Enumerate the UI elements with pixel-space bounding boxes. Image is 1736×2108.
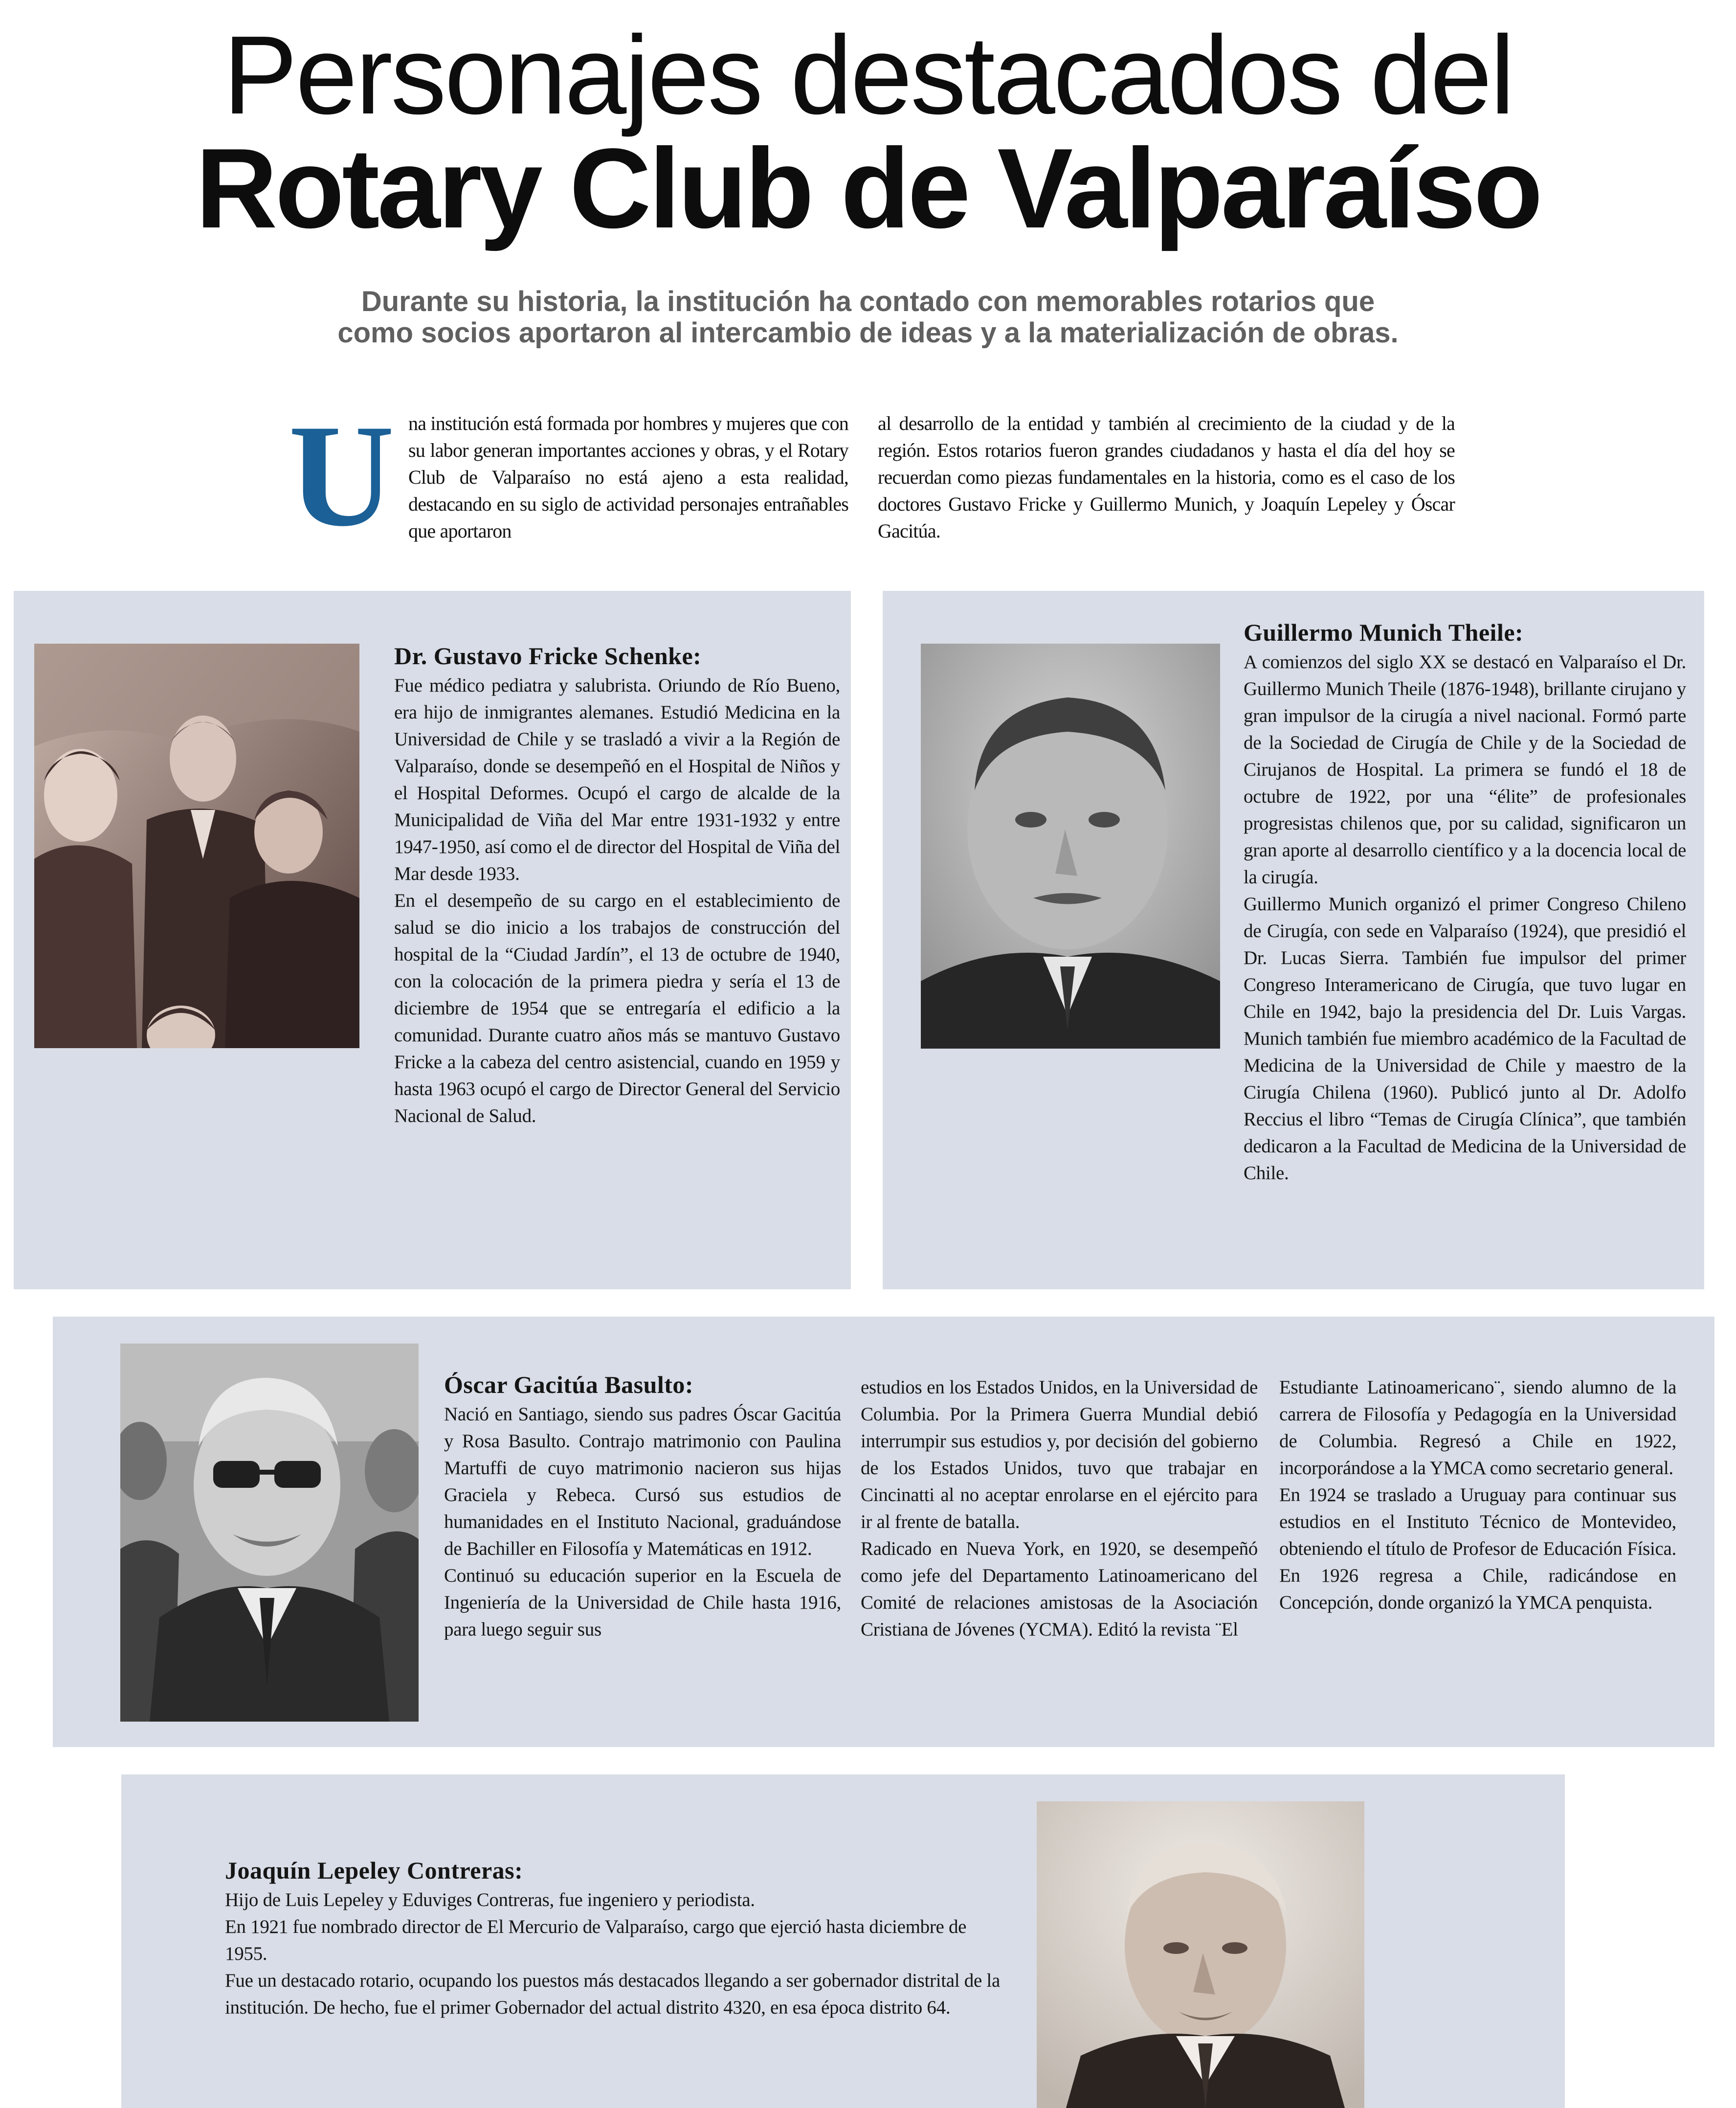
name-gacitua: Óscar Gacitúa Basulto:: [444, 1371, 694, 1398]
bio-gacitua-col3: [1279, 1374, 1676, 1616]
page-title-line-2: Rotary Club de Valparaíso: [195, 125, 1541, 252]
bio-lepeley-p1: Hijo de Luis Lepeley y Eduviges Contreras, fue ingeniero y periodista.: [225, 1889, 755, 1910]
subtitle: [274, 286, 1462, 349]
bio-munich-p2: Guillermo Munich organizó el primer Congreso Chileno de Cirugía, con sede en Valparaíso (1924), que presidió el Dr. Lucas Sierra. También fue impulsor del primer Congreso Interamericano de Cirugía, que tuvo lugar en Chile en 1942, bajo la presidencia del Dr. Luis Vargas. Munich también fue miembro académico de la Facultad de Medicina de la Universidad de Chile y maestro de la Cirugía Chilena (1960). Publicó junto al Dr. Adolfo Reccius el libro “Temas de Cirugía Clínica”, que también dedicaron a la Facultad de Medicina de la Universidad de Chile.: [1244, 894, 1686, 1184]
photo-gacitua: [120, 1344, 419, 1722]
bio-gacitua-col1-p1: Nació en Santiago, siendo sus padres Óscar Gacitúa y Rosa Basulto. Contrajo matrimonio con Paulina Martuffi de cuyo matrimonio nacieron sus hijas Graciela y Rebeca. Cursó sus estudios de humanidades en el Instituto Nacional, graduándose de Bachiller en Filosofía y Matemáticas en 1912.: [444, 1404, 841, 1559]
bio-gacitua-col1-p2: Continuó su educación superior en la Escuela de Ingeniería de la Universidad de Chile hasta 1916, para luego seguir sus: [444, 1565, 841, 1640]
bio-gacitua-col3-p2: En 1924 se traslado a Uruguay para continuar sus estudios en el Instituto Técnico de Montevideo, obteniendo el título de Profesor de Educación Física. En 1926 regresa a Chile, radicándose en Concepción, donde organizó la YMCA penquista.: [1279, 1484, 1676, 1613]
bio-gacitua-col1: [444, 1370, 841, 1643]
bio-fricke: [394, 642, 840, 1129]
profile-panel-munich: [883, 591, 1704, 1289]
intro-left-column: na institución está formada por hombres y mujeres que con su labor generan importantes acciones y obras, y el Rotary Club de Valparaíso no está ajeno a esta realidad, destacando en su siglo de actividad personajes entrañables que aportaron: [408, 412, 848, 542]
bio-lepeley-p2: En 1921 fue nombrado director de El Mercurio de Valparaíso, cargo que ejerció hasta diciembre de 1955.: [225, 1916, 967, 1964]
profile-panel-fricke: [14, 591, 851, 1289]
bio-munich: [1244, 618, 1686, 1187]
bio-gacitua-col2-p2: Radicado en Nueva York, en 1920, se desempeñó como jefe del Departamento Latinoamericano del Comité de relaciones amistosas de la Asociación Cristiana de Jóvenes (YCMA). Editó la revista ¨El: [861, 1538, 1258, 1640]
photo-fricke-family: [34, 644, 359, 1048]
bio-gacitua-col3-p1: Estudiante Latinoamericano¨, siendo alumno de la carrera de Filosofía y Pedagogía en la Universidad de Columbia. Regresó a Chile en 1922, incorporándose a la YMCA como secretario general.: [1279, 1377, 1676, 1479]
page-title-line-1: Personajes destacados del: [223, 13, 1513, 137]
subtitle-line-1: Durante su historia, la institución ha contado con memorables rotarios que: [361, 286, 1375, 317]
intro-right-column: al desarrollo de la entidad y también al crecimiento de la ciudad y de la región. Estos rotarios fueron grandes ciudadanos y hasta el día del hoy se recuerdan como piezas fundamentales en la historia, como es el caso de los doctores Gustavo Fricke y Guillermo Munich, y Joaquín Lepeley y Óscar Gacitúa.: [878, 412, 1455, 542]
drop-cap: U: [289, 394, 395, 557]
name-lepeley: Joaquín Lepeley Contreras:: [225, 1857, 523, 1884]
photo-munich: [921, 644, 1220, 1049]
name-munich: Guillermo Munich Theile:: [1244, 619, 1524, 646]
bio-gacitua-col2: [861, 1374, 1258, 1643]
bio-lepeley-p3: Fue un destacado rotario, ocupando los puestos más destacados llegando a ser gobernador distrital de la institución. De hecho, fue el primer Gobernador del actual distrito 4320, en esa época distrito 64.: [225, 1970, 1000, 2018]
bio-fricke-p1: Fue médico pediatra y salubrista. Oriundo de Río Bueno, era hijo de inmigrantes alemanes. Estudió Medicina en la Universidad de Chile y se trasladó a vivir a la Región de Valparaíso, donde se desempeñó en el Hospital de Niños y el Hospital Deformes. Ocupó el cargo de alcalde de la Municipalidad de Viña del Mar entre 1931-1932 y entre 1947-1950, así como el de director del Hospital de Viña del Mar desde 1933.: [394, 675, 840, 884]
profile-panel-lepeley: [121, 1774, 1565, 2108]
profile-panel-gacitua: [53, 1317, 1714, 1747]
bio-lepeley: [225, 1856, 1002, 2021]
bio-munich-p1: A comienzos del siglo XX se destacó en Valparaíso el Dr. Guillermo Munich Theile (1876-1948), brillante cirujano y gran impulsor de la cirugía a nivel nacional. Formó parte de la Sociedad de Cirugía de Chile y de la Sociedad de Cirujanos de Hospital. La primera se fundó el 18 de octubre de 1922, por una “élite” de profesionales progresistas chilenos que, por su calidad, significaron un gran aporte al desarrollo científico y a la docencia local de la cirugía.: [1244, 651, 1686, 888]
bio-fricke-p2: En el desempeño de su cargo en el establecimiento de salud se dio inicio a los trabajos de construcción del hospital de la “Ciudad Jardín”, el 13 de octubre de 1940, con la colocación de la primera piedra y sería el 13 de diciembre de 1954 que se entregaría el edificio a la comunidad. Durante cuatro años más se mantuvo Gustavo Fricke a la cabeza del centro asistencial, cuando en 1959 y hasta 1963 ocupó el cargo de Director General del Servicio Nacional de Salud.: [394, 890, 840, 1126]
photo-lepeley: [1037, 1801, 1364, 2108]
name-fricke: Dr. Gustavo Fricke Schenke:: [394, 642, 702, 670]
bio-gacitua-col2-p1: estudios en los Estados Unidos, en la Universidad de Columbia. Por la Primera Guerra Mundial debió interrumpir sus estudios y, por decisión del gobierno de los Estados Unidos, tuvo que trabajar en Cincinatti al no aceptar enrolarse en el ejército para ir al frente de batalla.: [861, 1377, 1258, 1532]
subtitle-line-2: como socios aportaron al intercambio de ideas y a la materialización de obras.: [337, 317, 1399, 349]
